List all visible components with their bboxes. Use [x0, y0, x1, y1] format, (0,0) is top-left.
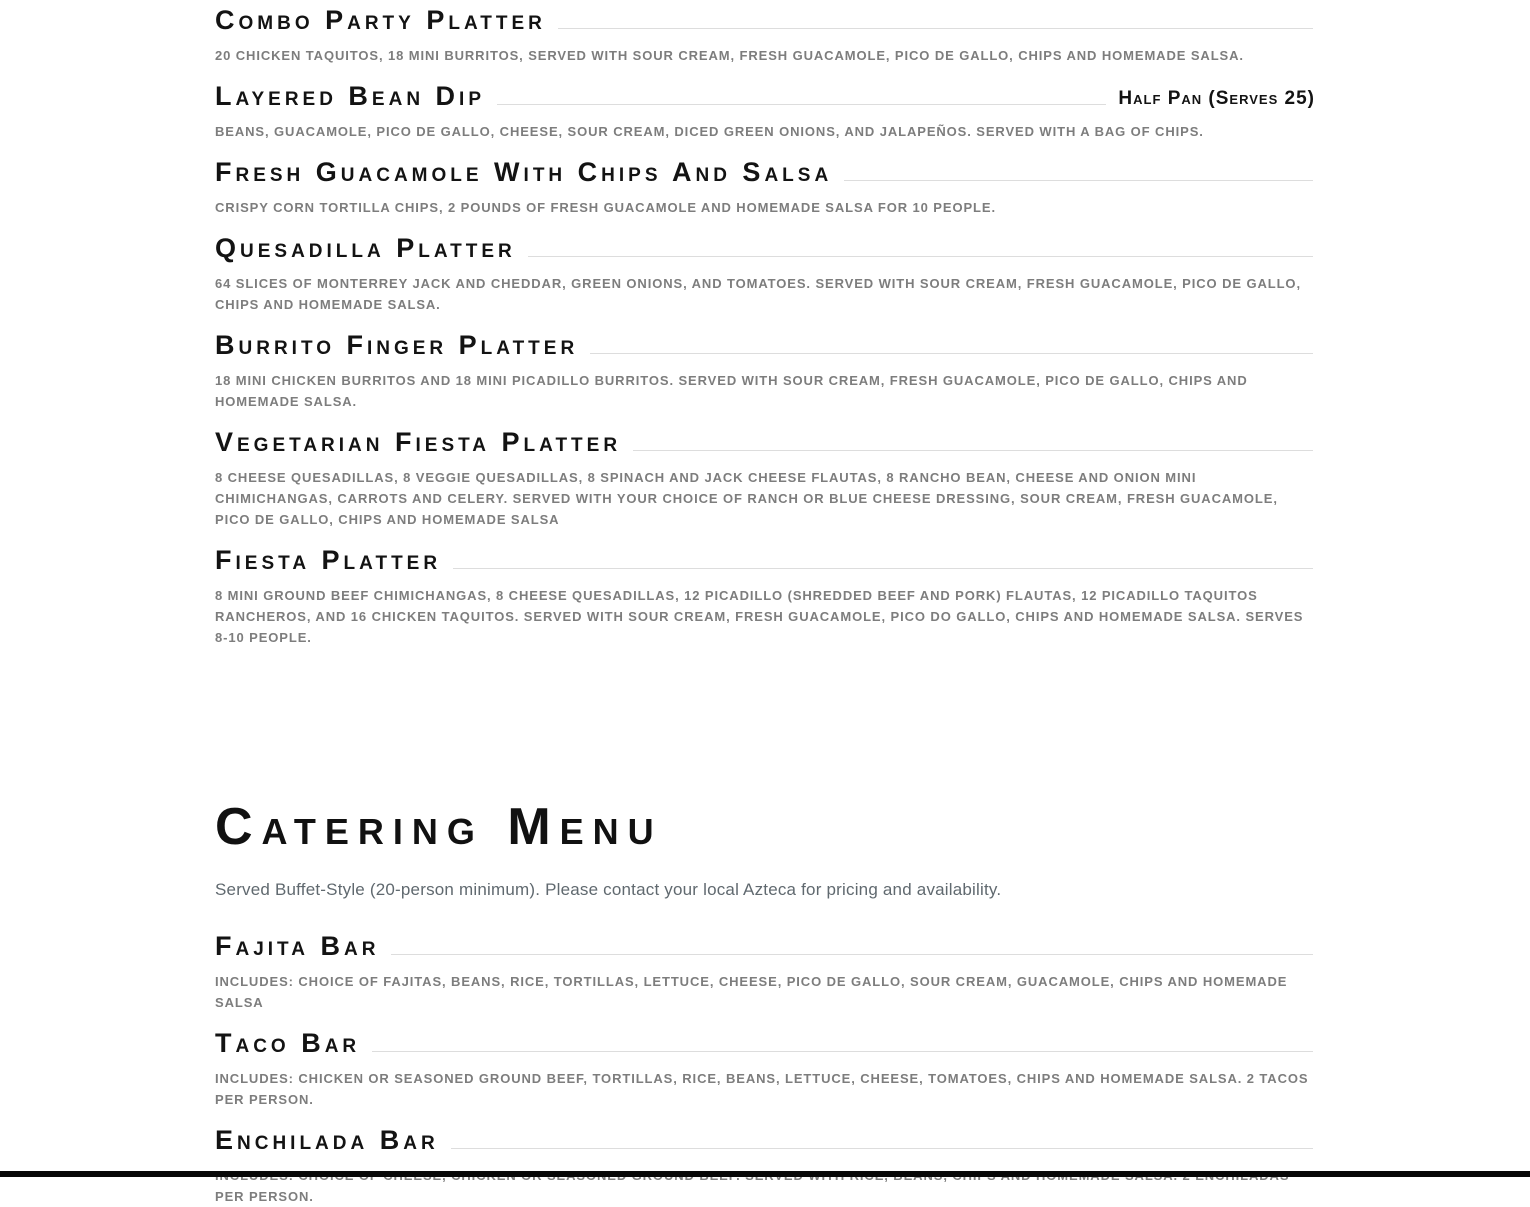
- menu-item-description: 20 CHICKEN TAQUITOS, 18 MINI BURRITOS, SERVED WITH SOUR CREAM, FRESH GUACAMOLE, PICO DE GALLO, CHIPS AND HOMEMADE SALSA.: [215, 48, 1244, 63]
- menu-item-description: INCLUDES: CHOICE OF FAJITAS, BEANS, RICE, TORTILLAS, LETTUCE, CHEESE, PICO DE GALLO, SOUR CREAM, GUACAMOLE, CHIPS AND HOMEMADE SALSA: [215, 974, 1288, 1010]
- menu-item-header: [215, 1125, 1315, 1156]
- party-platters-section: [215, 5, 1315, 648]
- menu-item-title: Vegetarian Fiesta Platter: [215, 427, 622, 457]
- menu-item-description: CRISPY CORN TORTILLA CHIPS, 2 POUNDS OF FRESH GUACAMOLE AND HOMEMADE SALSA FOR 10 PEOPLE.: [215, 200, 996, 215]
- price-label: Half Pan (Serves 25): [1118, 88, 1315, 109]
- menu-content: [215, 0, 1315, 1207]
- menu-item-description: 8 MINI GROUND BEEF CHIMICHANGAS, 8 CHEESE QUESADILLAS, 12 PICADILLO (SHREDDED BEEF AND PORK) FLAUTAS, 12 PICADILLO TAQUITOS RANCHEROS, AND 16 CHICKEN TAQUITOS. SERVED WITH SOUR CREAM, FRESH GUACAMOLE, PICO DO GALLO, CHIPS AND HOMEMADE SALSA. SERVES 8-10 PEOPLE.: [215, 588, 1304, 645]
- menu-item-taco-bar: [215, 1028, 1315, 1110]
- menu-item-enchilada-bar: [215, 1125, 1315, 1207]
- menu-item-title: Quesadilla Platter: [215, 233, 516, 263]
- title-rule: [844, 180, 1313, 181]
- title-rule: [453, 568, 1313, 569]
- title-rule: [528, 256, 1313, 257]
- menu-item-fiesta-platter: [215, 545, 1315, 648]
- menu-item-header: [215, 545, 1315, 576]
- title-rule: [497, 104, 1106, 105]
- section-title: Catering Menu: [215, 798, 663, 856]
- title-rule: [391, 954, 1313, 955]
- section-subtitle: Served Buffet-Style (20-person minimum). Please contact your local Azteca for pricing and availability.: [215, 880, 1002, 899]
- menu-item-title: Enchilada Bar: [215, 1125, 439, 1155]
- footer-bar: [0, 1171, 1530, 1177]
- menu-item-description: INCLUDES: CHICKEN OR SEASONED GROUND BEEF, TORTILLAS, RICE, BEANS, LETTUCE, CHEESE, TOMATOES, CHIPS AND HOMEMADE SALSA. 2 TACOS PER PERSON.: [215, 1071, 1309, 1107]
- title-rule: [372, 1051, 1313, 1052]
- menu-item-title: Layered Bean Dip: [215, 81, 485, 111]
- menu-item-title: Taco Bar: [215, 1028, 361, 1058]
- menu-item-header: [215, 330, 1315, 361]
- menu-item-combo-party-platter: [215, 5, 1315, 66]
- menu-item-header: [215, 157, 1315, 188]
- menu-item-vegetarian-fiesta-platter: [215, 427, 1315, 530]
- menu-item-header: [215, 233, 1315, 264]
- menu-item-title: Fiesta Platter: [215, 545, 442, 575]
- title-rule: [451, 1148, 1313, 1149]
- menu-item-title: Fajita Bar: [215, 931, 380, 961]
- menu-item-header: [215, 931, 1315, 962]
- menu-item-quesadilla-platter: [215, 233, 1315, 315]
- menu-item-fajita-bar: [215, 931, 1315, 1013]
- menu-item-description: 18 MINI CHICKEN BURRITOS AND 18 MINI PICADILLO BURRITOS. SERVED WITH SOUR CREAM, FRESH GUACAMOLE, PICO DE GALLO, CHIPS AND HOMEMADE SALSA.: [215, 373, 1248, 409]
- catering-menu-section: [215, 798, 1315, 1207]
- menu-item-title: Combo Party Platter: [215, 5, 546, 35]
- menu-item-description: 8 CHEESE QUESADILLAS, 8 VEGGIE QUESADILLAS, 8 SPINACH AND JACK CHEESE FLAUTAS, 8 RANCHO BEAN, CHEESE AND ONION MINI CHIMICHANGAS, CARROTS AND CELERY. SERVED WITH YOUR CHOICE OF RANCH OR BLUE CHEESE DRESSING, SOUR CREAM, FRESH GUACAMOLE, PICO DE GALLO, CHIPS AND HOMEMADE SALSA: [215, 470, 1278, 527]
- menu-item-layered-bean-dip: [215, 81, 1315, 142]
- menu-item-title: Fresh Guacamole With Chips And Salsa: [215, 157, 833, 187]
- menu-item-header: [215, 5, 1315, 36]
- menu-item-header: [215, 81, 1315, 112]
- menu-item-header: [215, 427, 1315, 458]
- menu-item-description: BEANS, GUACAMOLE, PICO DE GALLO, CHEESE, SOUR CREAM, DICED GREEN ONIONS, AND JALAPEÑOS. SERVED WITH A BAG OF CHIPS.: [215, 124, 1204, 139]
- menu-item-burrito-finger-platter: [215, 330, 1315, 412]
- title-rule: [558, 28, 1313, 29]
- catering-items: [215, 931, 1315, 1207]
- menu-item-description: PER PERSON.: [215, 1189, 314, 1204]
- menu-item-title: Burrito Finger Platter: [215, 330, 579, 360]
- menu-item-header: [215, 1028, 1315, 1059]
- title-rule: [590, 353, 1313, 354]
- menu-item-description: 64 SLICES OF MONTERREY JACK AND CHEDDAR, GREEN ONIONS, AND TOMATOES. SERVED WITH SOUR CREAM, FRESH GUACAMOLE, PICO DE GALLO, CHIPS AND HOMEMADE SALSA.: [215, 276, 1301, 312]
- title-rule: [633, 450, 1313, 451]
- menu-item-fresh-guacamole: [215, 157, 1315, 218]
